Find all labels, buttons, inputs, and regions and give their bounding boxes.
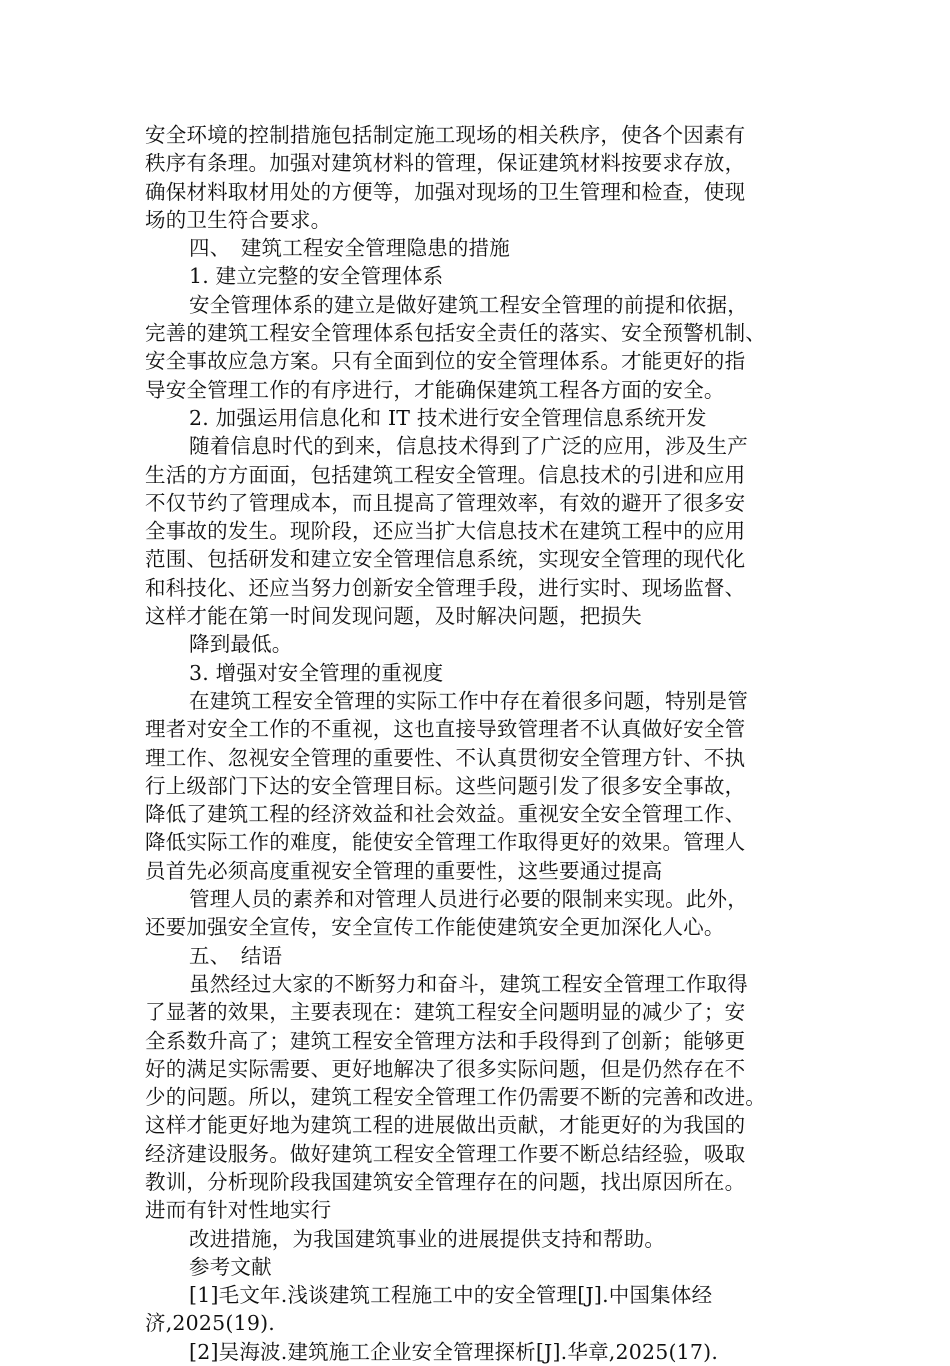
text-line: 员首先必须高度重视安全管理的重要性，这些要通过提高 bbox=[145, 858, 663, 883]
text-line: 了显著的效果，主要表现在：建筑工程安全问题明显的减少了；安 bbox=[145, 1000, 746, 1025]
text-line: 五、 结语 bbox=[189, 943, 283, 968]
text-line: 安全事故应急方案。只有全面到位的安全管理体系。才能更好的指 bbox=[145, 349, 746, 374]
text-line: 1. 建立完整的安全管理体系 bbox=[189, 264, 444, 289]
text-line: 确保材料取材用处的方便等，加强对现场的卫生管理和检查，使现 bbox=[145, 179, 746, 204]
text-line: 理者对安全工作的不重视，这也直接导致管理者不认真做好安全管 bbox=[145, 717, 746, 742]
text-line: 秩序有条理。加强对建筑材料的管理，保证建筑材料按要求存放， bbox=[145, 151, 746, 176]
text-line: 范围、包括研发和建立安全管理信息系统，实现安全管理的现代化 bbox=[145, 547, 746, 572]
text-line: 管理人员的素养和对管理人员进行必要的限制来实现。此外， bbox=[189, 887, 748, 912]
text-line: 降低了建筑工程的经济效益和社会效益。重视安全安全管理工作、 bbox=[145, 802, 746, 827]
text-line: [1]毛文年.浅谈建筑工程施工中的安全管理[J].中国集体经 bbox=[189, 1283, 713, 1308]
text-line: 全事故的发生。现阶段，还应当扩大信息技术在建筑工程中的应用 bbox=[145, 519, 746, 544]
text-line: 理工作、忽视安全管理的重要性、不认真贯彻安全管理方针、不执 bbox=[145, 745, 746, 770]
text-line: 进而有针对性地实行 bbox=[145, 1198, 332, 1223]
document-body bbox=[145, 121, 810, 1366]
text-line: 降低实际工作的难度，能使安全管理工作取得更好的效果。管理人 bbox=[145, 830, 746, 855]
text-line: 行上级部门下达的安全管理目标。这些问题引发了很多安全事故， bbox=[145, 773, 746, 798]
text-line: 这样才能在第一时间发现问题，及时解决问题，把损失 bbox=[145, 604, 642, 629]
text-line: 不仅节约了管理成本，而且提高了管理效率，有效的避开了很多安 bbox=[145, 490, 746, 515]
text-line: 安全管理体系的建立是做好建筑工程安全管理的前提和依据， bbox=[189, 292, 748, 317]
text-line: 还要加强安全宣传，安全宣传工作能使建筑安全更加深化人心。 bbox=[145, 915, 725, 940]
text-line: [2]吴海波.建筑施工企业安全管理探析[J].华章,2025(17). bbox=[189, 1339, 719, 1364]
text-line: 安全环境的控制措施包括制定施工现场的相关秩序，使各个因素有 bbox=[145, 123, 746, 147]
text-line: 完善的建筑工程安全管理体系包括安全责任的落实、安全预警机制、 bbox=[145, 321, 766, 346]
text-line: 虽然经过大家的不断努力和奋斗，建筑工程安全管理工作取得 bbox=[189, 971, 748, 996]
text-line: 经济建设服务。做好建筑工程安全管理工作要不断总结经验，吸取 bbox=[145, 1141, 746, 1166]
text-line: 这样才能更好地为建筑工程的进展做出贡献，才能更好的为我国的 bbox=[145, 1113, 746, 1138]
text-line: 降到最低。 bbox=[189, 632, 293, 657]
text-line: 济,2025(19). bbox=[145, 1311, 275, 1336]
text-line: 3. 增强对安全管理的重视度 bbox=[189, 660, 444, 685]
text-line: 导安全管理工作的有序进行，才能确保建筑工程各方面的安全。 bbox=[145, 377, 725, 402]
text-line: 教训，分析现阶段我国建筑安全管理存在的问题，找出原因所在。 bbox=[145, 1169, 746, 1194]
text-line: 在建筑工程安全管理的实际工作中存在着很多问题，特别是管 bbox=[189, 688, 748, 713]
text-line: 全系数升高了；建筑工程安全管理方法和手段得到了创新；能够更 bbox=[145, 1028, 746, 1053]
text-line: 好的满足实际需要、更好地解决了很多实际问题，但是仍然存在不 bbox=[145, 1056, 746, 1081]
text-line: 生活的方方面面，包括建筑工程安全管理。信息技术的引进和应用 bbox=[145, 462, 746, 487]
text-line: 参考文献 bbox=[189, 1254, 272, 1279]
text-line: 随着信息时代的到来，信息技术得到了广泛的应用，涉及生产 bbox=[189, 434, 748, 459]
text-line: 少的问题。所以，建筑工程安全管理工作仍需要不断的完善和改进。 bbox=[145, 1085, 766, 1110]
text-line: 四、 建筑工程安全管理隐患的措施 bbox=[189, 236, 510, 261]
text-line: 和科技化、还应当努力创新安全管理手段，进行实时、现场监督、 bbox=[145, 575, 746, 600]
text-line: 场的卫生符合要求。 bbox=[145, 207, 332, 232]
text-line: 改进措施，为我国建筑事业的进展提供支持和帮助。 bbox=[189, 1226, 666, 1251]
text-line: 2. 加强运用信息化和 IT 技术进行安全管理信息系统开发 bbox=[189, 405, 707, 430]
